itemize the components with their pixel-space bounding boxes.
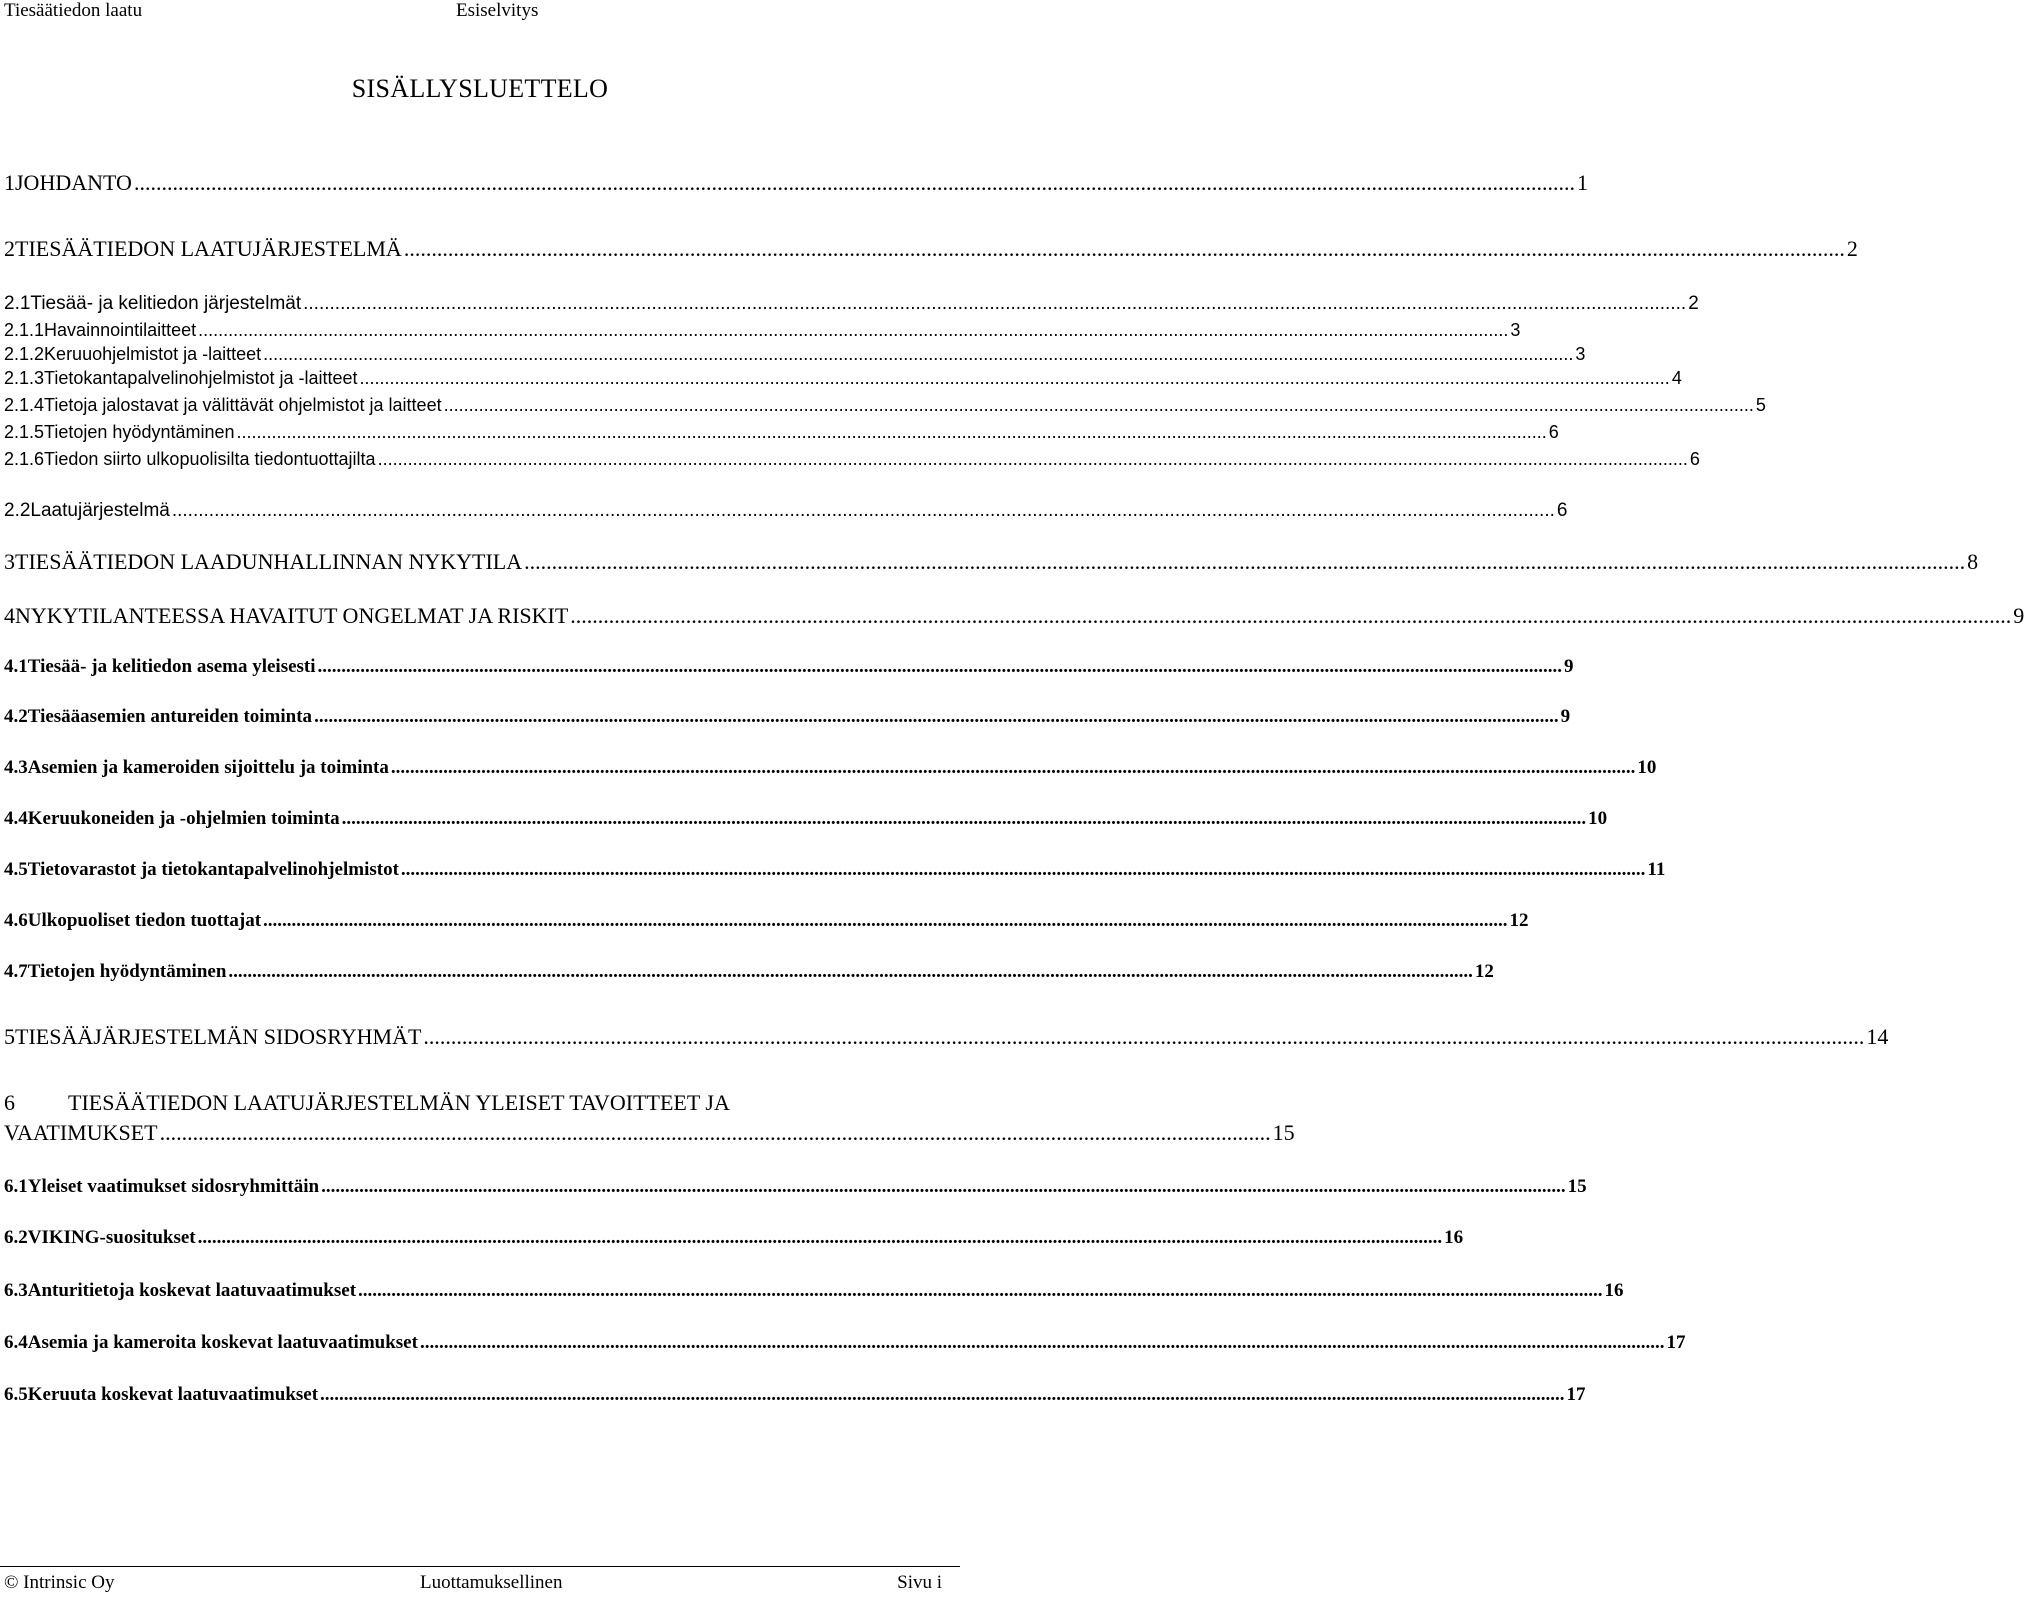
toc-entry-1[interactable] xyxy=(4,170,1588,196)
toc-leader xyxy=(263,344,1573,365)
toc-page: 16 xyxy=(1444,1227,1464,1248)
toc-leader xyxy=(401,859,1646,881)
toc-entry-2[interactable] xyxy=(4,236,1858,262)
toc-number: 4.1 xyxy=(4,656,28,677)
toc-number: 4.4 xyxy=(4,808,28,829)
toc-number: 4.7 xyxy=(4,961,28,982)
toc-leader xyxy=(263,910,1508,932)
footer-divider xyxy=(0,1566,960,1567)
toc-entry-4-7[interactable] xyxy=(4,961,1494,983)
toc-entry-2-1-1[interactable] xyxy=(4,320,1521,341)
toc-title: Ulkopuoliset tiedon tuottajat xyxy=(27,910,262,931)
footer-page-number: Sivu i xyxy=(897,1572,942,1593)
toc-entry-6-5[interactable] xyxy=(4,1384,1586,1406)
toc-number: 2.1 xyxy=(4,293,31,314)
toc-title: TIESÄÄJÄRJESTELMÄN SIDOSRYHMÄT xyxy=(15,1024,422,1049)
toc-page: 9 xyxy=(1560,706,1571,727)
toc-leader xyxy=(134,170,1575,196)
toc-title: Keruukoneiden ja -ohjelmien toiminta xyxy=(27,808,340,829)
toc-title: Tiesää- ja kelitiedon järjestelmät xyxy=(30,293,302,314)
toc-page: 1 xyxy=(1576,170,1588,195)
footer-copyright: © Intrinsic Oy xyxy=(4,1572,115,1593)
toc-title-continued: VAATIMUKSET xyxy=(4,1120,158,1145)
toc-leader xyxy=(420,1332,1665,1354)
toc-title: Keruuta koskevat laatuvaatimukset xyxy=(27,1384,319,1405)
toc-entry-2-1-4[interactable] xyxy=(4,395,1766,416)
toc-leader xyxy=(321,1176,1566,1198)
toc-leader xyxy=(524,549,1965,575)
header-document-type: Esiselvitys xyxy=(456,0,539,21)
toc-leader xyxy=(391,757,1636,779)
toc-title: Tietojen hyödyntäminen xyxy=(27,961,227,982)
toc-number: 2.1.5 xyxy=(4,422,45,442)
toc-number: 1 xyxy=(4,170,15,195)
toc-title: Asemia ja kameroita koskevat laatuvaatimukset xyxy=(27,1332,418,1353)
toc-entry-2-1-5[interactable] xyxy=(4,422,1559,443)
toc-title: TIESÄÄTIEDON LAATUJÄRJESTELMÄN YLEISET TAVOITTEET JA xyxy=(68,1090,730,1115)
toc-title: Laatujärjestelmä xyxy=(30,500,170,521)
toc-entry-4-3[interactable] xyxy=(4,757,1657,779)
toc-number: 6.5 xyxy=(4,1384,28,1405)
footer-classification: Luottamuksellinen xyxy=(420,1572,563,1593)
toc-title: Tietoja jalostavat ja välittävät ohjelmistot ja laitteet xyxy=(44,395,442,415)
toc-entry-2-1-3[interactable] xyxy=(4,368,1682,389)
toc-entry-5[interactable] xyxy=(4,1024,1889,1050)
toc-leader xyxy=(358,1280,1603,1302)
toc-number: 2.1.2 xyxy=(4,344,45,364)
toc-leader xyxy=(360,368,1670,389)
toc-entry-6-1[interactable] xyxy=(4,1176,1587,1198)
toc-leader: .......................................................................................................................................................................................................... xyxy=(159,1120,1271,1145)
toc-leader xyxy=(378,449,1688,470)
toc-leader xyxy=(198,1227,1443,1249)
toc-entry-6-3[interactable] xyxy=(4,1280,1624,1302)
toc-leader xyxy=(198,320,1508,341)
toc-leader xyxy=(314,706,1559,728)
toc-leader xyxy=(342,808,1587,830)
toc-number: 4.3 xyxy=(4,757,28,778)
toc-title: Anturitietoja koskevat laatuvaatimukset xyxy=(27,1280,357,1301)
toc-page: 15 xyxy=(1272,1120,1295,1145)
toc-page: 9 xyxy=(2013,603,2024,628)
toc-page: 8 xyxy=(1967,549,1979,574)
toc-entry-2-1-2[interactable] xyxy=(4,344,1586,365)
page-footer xyxy=(4,1572,960,1598)
toc-page: 9 xyxy=(1564,656,1574,677)
toc-page: 12 xyxy=(1509,910,1529,931)
toc-entry-3[interactable] xyxy=(4,549,1979,575)
toc-title: Havainnointilaitteet xyxy=(44,320,197,340)
toc-number: 2.1.4 xyxy=(4,395,45,415)
page-header xyxy=(4,0,960,26)
toc-leader xyxy=(172,500,1555,522)
toc-title: Keruuohjelmistot ja -laitteet xyxy=(44,344,262,364)
toc-page: 16 xyxy=(1604,1280,1624,1301)
toc-number: 4.5 xyxy=(4,859,28,880)
toc-number: 4.2 xyxy=(4,706,28,727)
header-document-title: Tiesäätiedon laatu xyxy=(4,0,143,21)
toc-title: Asemien ja kameroiden sijoittelu ja toiminta xyxy=(27,757,389,778)
toc-entry-2-1[interactable] xyxy=(4,293,1699,315)
toc-entry-2-2[interactable] xyxy=(4,500,1568,522)
toc-page: 2 xyxy=(1846,236,1858,261)
toc-number: 3 xyxy=(4,549,15,574)
toc-number: 6 xyxy=(4,1090,15,1115)
toc-page: 17 xyxy=(1666,1332,1686,1353)
toc-page: 5 xyxy=(1755,395,1766,415)
toc-title: Tiesää- ja kelitiedon asema yleisesti xyxy=(27,656,316,677)
toc-leader xyxy=(303,293,1686,315)
toc-page: 10 xyxy=(1637,757,1657,778)
toc-leader xyxy=(237,422,1547,443)
toc-page: 17 xyxy=(1566,1384,1586,1405)
toc-number: 4 xyxy=(4,603,15,628)
toc-entry-6-4[interactable] xyxy=(4,1332,1686,1354)
toc-page: 3 xyxy=(1575,344,1586,364)
toc-page: 14 xyxy=(1866,1024,1889,1049)
toc-page: 2 xyxy=(1688,293,1699,314)
toc-entry-6[interactable] xyxy=(4,1090,1295,1146)
toc-entry-4-6[interactable] xyxy=(4,910,1529,932)
toc-title: TIESÄÄTIEDON LAATUJÄRJESTELMÄ xyxy=(15,236,402,261)
toc-leader xyxy=(444,395,1754,416)
toc-title: TIESÄÄTIEDON LAADUNHALLINNAN NYKYTILA xyxy=(15,549,523,574)
toc-number: 6.1 xyxy=(4,1176,28,1197)
toc-entry-4[interactable] xyxy=(4,603,2024,629)
toc-page: 10 xyxy=(1588,808,1608,829)
toc-title: Tietovarastot ja tietokantapalvelinohjelmistot xyxy=(27,859,399,880)
toc-leader xyxy=(404,236,1845,262)
toc-entry-6-2[interactable] xyxy=(4,1227,1464,1249)
toc-entry-2-1-6[interactable] xyxy=(4,449,1700,470)
toc-title: Tiesääasemien antureiden toiminta xyxy=(27,706,313,727)
toc-number: 2 xyxy=(4,236,15,261)
toc-title: Tiedon siirto ulkopuolisilta tiedontuottajilta xyxy=(44,449,376,469)
toc-title: Tietokantapalvelinohjelmistot ja -laitteet xyxy=(44,368,358,388)
toc-entry-4-2[interactable] xyxy=(4,706,1571,728)
toc-title: VIKING-suositukset xyxy=(27,1227,196,1248)
toc-number: 2.1.1 xyxy=(4,320,45,340)
toc-page: 4 xyxy=(1671,368,1682,388)
toc-number: 2.1.3 xyxy=(4,368,45,388)
toc-leader xyxy=(228,961,1473,983)
toc-title: JOHDANTO xyxy=(15,170,132,195)
page-title: SISÄLLYSLUETTELO xyxy=(351,74,609,103)
toc-leader xyxy=(320,1384,1565,1406)
toc-page: 6 xyxy=(1556,500,1568,521)
toc-number: 5 xyxy=(4,1024,15,1049)
toc-number: 6.3 xyxy=(4,1280,28,1301)
toc-title: Tietojen hyödyntäminen xyxy=(44,422,235,442)
toc-entry-4-5[interactable] xyxy=(4,859,1666,881)
toc-number: 2.2 xyxy=(4,500,31,521)
toc-page: 12 xyxy=(1474,961,1494,982)
toc-number: 6.2 xyxy=(4,1227,28,1248)
toc-page: 11 xyxy=(1647,859,1666,880)
toc-title: NYKYTILANTEESSA HAVAITUT ONGELMAT JA RISKIT xyxy=(15,603,569,628)
toc-number: 2.1.6 xyxy=(4,449,45,469)
toc-entry-4-1[interactable] xyxy=(4,656,1574,678)
toc-page: 15 xyxy=(1567,1176,1587,1197)
toc-leader xyxy=(423,1024,1864,1050)
toc-entry-4-4[interactable] xyxy=(4,808,1608,830)
toc-page: 6 xyxy=(1689,449,1700,469)
toc-title: Yleiset vaatimukset sidosryhmittäin xyxy=(27,1176,320,1197)
toc-leader xyxy=(318,656,1563,678)
toc-leader xyxy=(570,603,2011,629)
toc-number: 4.6 xyxy=(4,910,28,931)
toc-number: 6.4 xyxy=(4,1332,28,1353)
toc-page: 3 xyxy=(1510,320,1521,340)
toc-page: 6 xyxy=(1548,422,1559,442)
